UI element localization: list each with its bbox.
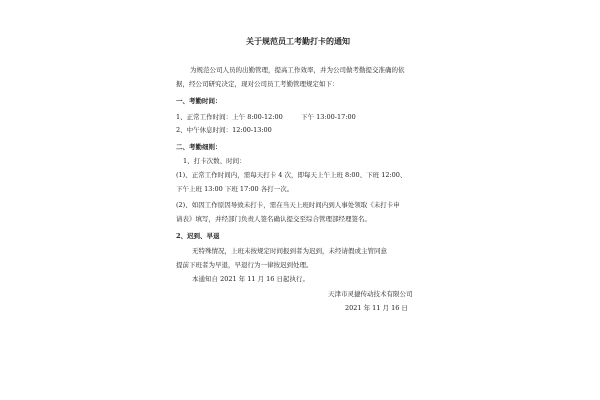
- section2-rule2-line1: (2)、如因工作原因导致未打卡，需在当天上班时间内到人事处领取《未打卡申: [176, 201, 400, 209]
- signature-date: 2021 年 11 月 16 日: [345, 304, 408, 312]
- signature-company: 天津市灵捷传动技术有限公司: [328, 290, 413, 298]
- effective-date-line: 本通知自 2021 年 11 月 16 日起执行。: [192, 275, 309, 283]
- section3-body-line2: 提前下班者为早退，早退行为一律按迟到处理。: [176, 261, 313, 269]
- section1-item1-afternoon: 下午 13:00-17:00: [301, 113, 356, 121]
- section1-heading: 一、考勤时间：: [176, 97, 222, 105]
- section1-item1: 1、正常工作时间：上午 8:00-12:00: [176, 113, 283, 121]
- section3-body-line1: 无特殊情况，上班未按规定时间报到者为迟到，未经请假或主管同意: [192, 247, 387, 255]
- section2-rule1-line2: 下午上班 13:00 下班 17:00 各打一次。: [176, 185, 294, 193]
- document-title: 关于规范员工考勤打卡的通知: [246, 36, 350, 46]
- section2-rule2-line2: 请表》填写，并经部门负责人签名确认提交至综合管理部经理签名。: [176, 215, 371, 223]
- intro-line-1: 为规范公司人员的出勤管理，提高工作效率，并为公司做考勤提交准确的依: [190, 66, 405, 74]
- intro-line-2: 据，经公司研究决定，现对公司员工考勤管理规定如下：: [176, 80, 339, 88]
- section2-rule1-line1: (1)、正常工作时间内，需每天打卡 4 次，即每天上午上班 8:00、下班 12:00、: [176, 171, 407, 179]
- section2-heading: 二、考勤细则：: [176, 143, 222, 151]
- section3-heading: 2、迟到、早退: [176, 232, 220, 240]
- section1-item2: 2、中午休息时间：12:00-13:00: [176, 126, 272, 134]
- section2-subheading: 1、打卡次数、时间：: [183, 157, 246, 165]
